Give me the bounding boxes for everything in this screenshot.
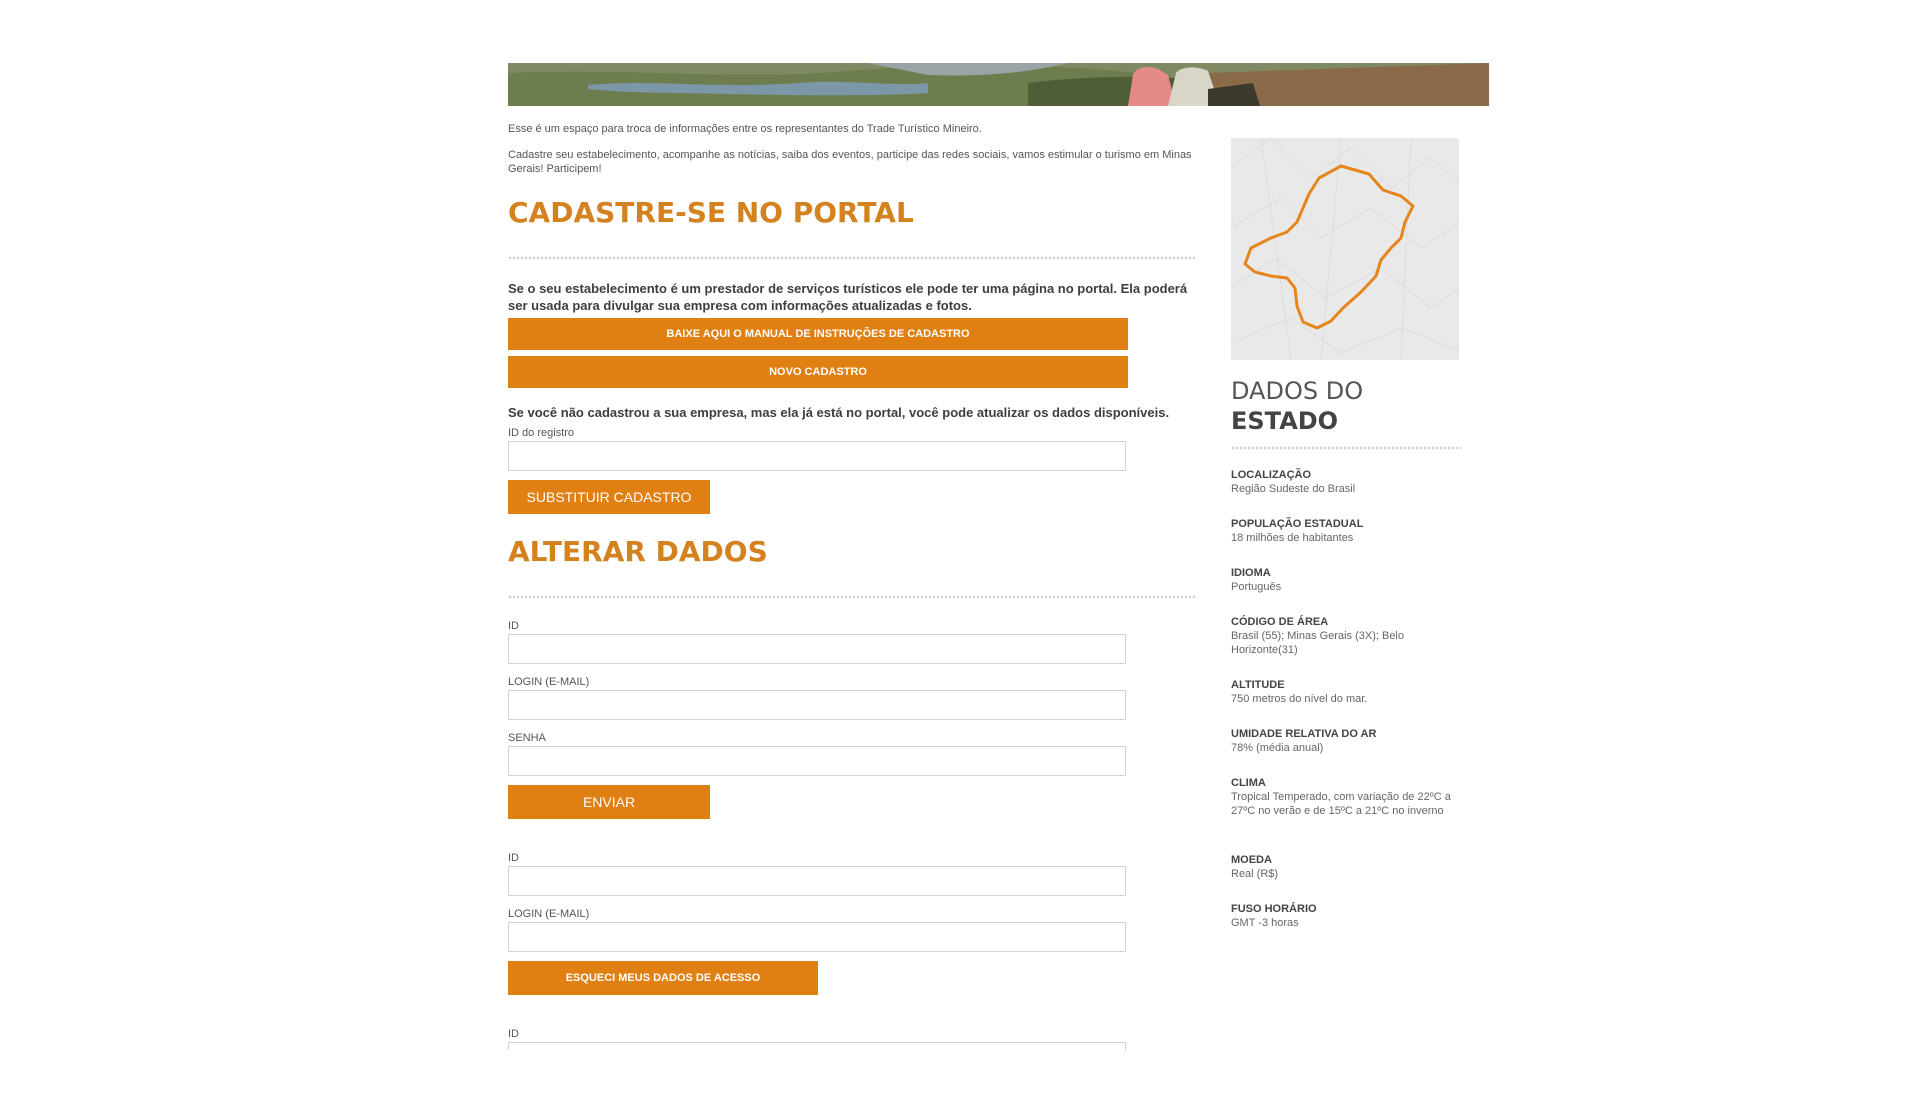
download-manual-button[interactable]: BAIXE AQUI O MANUAL DE INSTRUÇÕES DE CADASTRO (508, 318, 1128, 350)
fact-label: UMIDADE RELATIVA DO AR (1231, 728, 1377, 740)
forgot-access-button[interactable]: ESQUECI MEUS DADOS DE ACESSO (508, 961, 818, 995)
login-email-input[interactable] (508, 690, 1126, 720)
fact-value: GMT -3 horas (1231, 917, 1299, 929)
cadastro-description: Se o seu estabelecimento é um prestador de serviços turísticos ele pode ter uma página no portal. Ela poderá ser usada para divulgar sua empresa com informações atualizadas e fotos. (508, 281, 1188, 313)
id-input[interactable] (508, 634, 1126, 664)
state-title-bold: ESTADO (1231, 407, 1339, 435)
cadastro-title: CADASTRE-SE NO PORTAL (508, 196, 914, 229)
fact-item (1231, 853, 1461, 881)
password-input[interactable] (508, 746, 1126, 776)
fact-value: Brasil (55); Minas Gerais (3X); Belo Horizonte(31) (1231, 630, 1404, 656)
fact-label: IDIOMA (1231, 567, 1271, 579)
password-label: SENHA (508, 732, 546, 744)
fact-item (1231, 517, 1461, 545)
fact-label: CLIMA (1231, 777, 1266, 789)
fact-item (1231, 902, 1461, 930)
minas-gerais-map-icon (1231, 138, 1459, 360)
fact-value: 18 milhões de habitantes (1231, 532, 1354, 544)
fact-value: Português (1231, 581, 1282, 593)
id-label: ID (508, 620, 519, 632)
sidebar-divider (1231, 446, 1461, 452)
alterar-title: ALTERAR DADOS (508, 535, 768, 568)
divider (508, 594, 1197, 600)
third-id-label: ID (508, 1028, 519, 1040)
fact-label: LOCALIZAÇÃO (1231, 469, 1312, 481)
landscape-image (508, 63, 1489, 106)
fact-item (1231, 615, 1461, 657)
fact-item (1231, 727, 1461, 755)
intro-text-2: Cadastre seu estabelecimento, acompanhe as notícias, saiba dos eventos, participe das redes sociais, vamos estimular o turismo em Minas Gerais! Participem! (508, 149, 1192, 175)
header-banner-image (508, 63, 1489, 106)
fact-value: Tropical Temperado, com variação de 22ºC a 27ºC no verão e de 15ºC a 21ºC no inverno (1231, 791, 1451, 817)
send-button[interactable]: ENVIAR (508, 785, 710, 819)
recover-login-input[interactable] (508, 922, 1126, 952)
state-title-light: DADOS DO (1231, 377, 1364, 405)
fact-value: Real (R$) (1231, 868, 1279, 880)
new-registration-button[interactable]: NOVO CADASTRO (508, 356, 1128, 388)
fact-label: FUSO HORÁRIO (1231, 903, 1317, 915)
fact-value: 750 metros do nível do mar. (1231, 693, 1368, 705)
recover-id-input[interactable] (508, 866, 1126, 896)
fact-item (1231, 776, 1461, 818)
fact-label: CÓDIGO DE ÁREA (1231, 616, 1329, 628)
third-id-input[interactable] (508, 1042, 1126, 1050)
intro-text-1: Esse é um espaço para troca de informações entre os representantes do Trade Turístico Mineiro. (508, 123, 982, 135)
registry-id-label: ID do registro (508, 427, 575, 439)
recover-login-label: LOGIN (E-MAIL) (508, 908, 590, 920)
fact-label: MOEDA (1231, 854, 1272, 866)
state-data-title (1231, 376, 1363, 436)
recover-id-label: ID (508, 852, 519, 864)
fact-label: ALTITUDE (1231, 679, 1285, 691)
fact-item (1231, 468, 1461, 496)
fact-item (1231, 678, 1461, 706)
state-map-image (1231, 138, 1459, 360)
update-text: Se você não cadastrou a sua empresa, mas ela já está no portal, você pode atualizar os dados disponíveis. (508, 405, 1170, 420)
replace-registration-button[interactable]: SUBSTITUIR CADASTRO (508, 480, 710, 514)
divider (508, 255, 1197, 261)
registry-id-input[interactable] (508, 441, 1126, 471)
fact-item (1231, 566, 1461, 594)
fact-label: POPULAÇÃO ESTADUAL (1231, 518, 1364, 530)
login-label: LOGIN (E-MAIL) (508, 676, 590, 688)
fact-value: Região Sudeste do Brasil (1231, 483, 1356, 495)
fact-value: 78% (média anual) (1231, 742, 1324, 754)
